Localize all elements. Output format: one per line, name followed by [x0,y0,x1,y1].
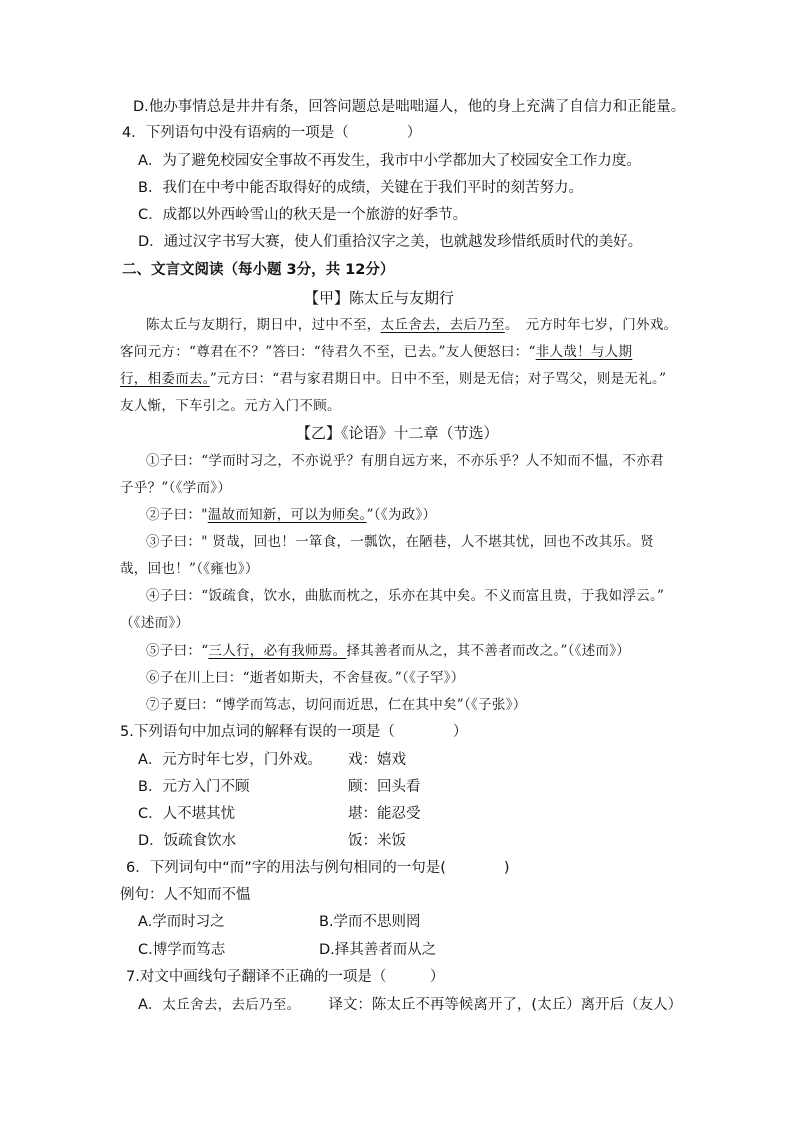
analects-item-5 [146,642,630,660]
passage-jia-line-1 [146,316,677,334]
underlined-sentence: 行，相委而去。 [120,371,210,387]
analects-item-4-line-2: （《述而》） [120,615,190,631]
q5-option-b-gloss: 顾：回头看 [348,779,421,795]
q5-stem: 5.下列语句中加点词的解释有误的一项是（ ） [120,724,468,740]
analects-item-7: ⑦子夏曰：“博学而笃志，切问而近思，仁在其中矣”（《子张》） [146,697,527,713]
analects-item-1-line-2: 子乎？”（《学而》） [120,480,232,496]
passage-text: 择其善者而从之，其不善者而改之。”（《述而》） [346,643,631,659]
passage-text: ⑤子曰：“ [146,643,209,659]
passage-text: ”元方曰：“君与家君期日中。日中不至，则是无信；对子骂父，则是无礼。” [209,371,667,387]
q3-option-d: D.他办事情总是井井有条，回答问题总是咄咄逼人，他的身上充满了自信力和正能量。 [133,99,686,115]
q4-option-a: A．为了避免校园安全事故不再发生，我市中小学都加大了校园安全工作力度。 [138,153,641,169]
q6-option-d: D.择其善者而从之 [319,942,437,958]
q5-option-d: D．饭疏食饮水 [138,833,237,849]
analects-item-3-line-1: ③子曰：" 贤哉，回也！一箪食，一瓢饮，在陋巷，人不堪其忧，回也不改其乐。贤 [146,534,654,550]
passage-text: 陈太丘与友期行，期日中，过中不至， [146,317,381,333]
q6-example: 例句：人不知而不愠 [120,887,251,903]
q5-option-a-gloss: 戏：嬉戏 [348,752,406,768]
passage-text: ”（《为政》） [366,507,437,523]
q6-option-b: B.学而不思则罔 [319,914,421,930]
option-label: A． [138,997,163,1013]
q4-stem: 4．下列语句中没有语病的一项是（ ） [122,125,422,141]
passage-jia-title: 【甲】陈太丘与友期行 [304,289,455,307]
passage-jia-line-4: 友人惭，下车引之。元方入门不顾。 [120,398,341,414]
underlined-sentence: 三人行，必有我师焉。 [208,643,347,659]
q5-option-d-gloss: 饭：米饭 [348,833,406,849]
q6-option-c: C.博学而笃志 [138,942,226,958]
option-translation: 译文：陈太丘不再等候离开了，(太丘）离开后（友人） [328,997,683,1013]
analects-item-1-line-1: ①子曰：“学而时习之，不亦说乎？有朋自远方来，不亦乐乎？人不知而不愠，不亦君 [146,453,664,469]
analects-item-2 [146,506,436,524]
passage-jia-line-3 [120,370,666,388]
q4-option-c: C．成都以外西岭雪山的秋天是一个旅游的好季节。 [138,207,468,223]
q5-option-c: C．人不堪其忧 [138,806,236,822]
q5-option-c-gloss: 堪：能忍受 [348,806,421,822]
analects-item-4-line-1: ④子曰：“饭疏食，饮水，曲肱而枕之，乐亦在其中矣。不义而富且贵，于我如浮云。” [146,588,665,604]
option-sentence: 太丘舍去，去后乃至。 [162,997,301,1013]
analects-item-3-line-2: 哉，回也！”（《雍也》） [120,561,259,577]
passage-text: 客问元方：“尊君在不？”答曰：“待君久不至，已去。”友人便怒曰：“ [120,344,536,360]
q6-option-a: A.学而时习之 [138,914,225,930]
q7-option-a [138,996,682,1014]
underlined-sentence: 温故而知新，可以为师矣。 [207,507,367,523]
section2-heading: 二、文言文阅读（每小题 3分，共 12分） [122,262,395,278]
q5-option-b: B．元方入门不顾 [138,779,250,795]
passage-yi-title: 【乙】《论语》十二章（节选） [296,424,499,442]
analects-item-6: ⑥子在川上曰：“逝者如斯夫，不舍昼夜。”（《子罕》） [146,670,465,686]
underlined-sentence: 太丘舍去，去后乃至 [380,317,505,333]
passage-jia-line-2 [120,343,632,361]
q6-stem: 6．下列词句中“而”字的用法与例句相同的一句是( ) [126,860,510,876]
passage-text: ②子曰：" [146,507,208,523]
underlined-sentence: 非人哉！与人期 [535,344,633,360]
q7-stem: 7.对文中画线句子翻译不正确的一项是（ ） [126,969,445,985]
q5-option-a: A．元方时年七岁，门外戏。 [138,752,322,768]
passage-text: 。 元方时年七岁，门外戏。 [504,317,678,333]
q4-option-d: D．通过汉字书写大赛，使人们重拾汉字之美，也就越发珍惜纸质时代的美好。 [138,234,643,250]
q4-option-b: B．我们在中考中能否取得好的成绩，关键在于我们平时的刻苦努力。 [138,180,583,196]
